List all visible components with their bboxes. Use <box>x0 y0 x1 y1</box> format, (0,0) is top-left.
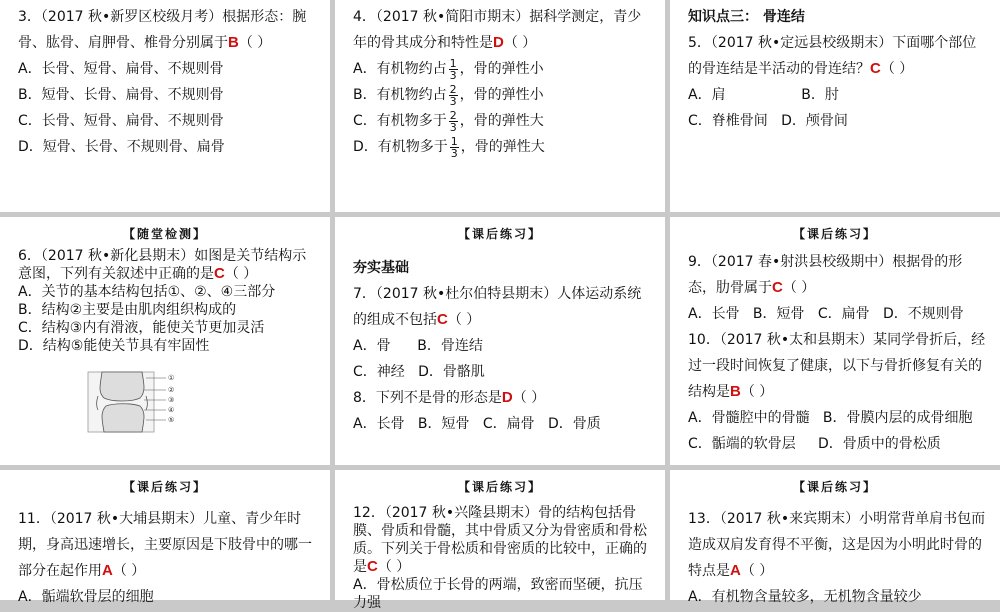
section-header: 【课后练习】 <box>792 227 877 241</box>
slide-tile-q12[interactable] <box>335 470 665 611</box>
option: A．关节的基本结构包括①、②、④三部分 <box>18 284 276 300</box>
answer-paren: （ ） <box>238 35 272 51</box>
section-header: 【课后练习】 <box>792 480 877 494</box>
option-d: D．有机物多于 $\frac{1}{3}$ ，骨的弹性大 <box>353 134 545 160</box>
fraction: $\frac{2}{3}$ <box>449 82 457 108</box>
slide-tile-q9-10[interactable] <box>670 217 1000 465</box>
section-heading: 知识点三： 骨连结 <box>688 9 805 25</box>
question-text: 4．（2017 秋•简阳市期末）据科学测定，青少年的骨其成分和特性是 <box>353 9 642 51</box>
label-5: ⑤ <box>168 416 175 424</box>
option: C．长骨、短骨、扁骨、不规则骨 <box>18 113 224 129</box>
option: C．神经 D．骨骼肌 <box>353 364 485 380</box>
label-2: ② <box>168 386 175 394</box>
question-text: 13．（2017 秋•来宾期末）小明常背单肩书包而造成双肩发育得不平衡，这是因为小明此时骨的特点是 <box>688 511 986 579</box>
option: A．骨 B．骨连结 <box>353 338 483 354</box>
answer-mark: D <box>493 34 504 51</box>
option: A．长骨 B．短骨 C．扁骨 D．骨质 <box>353 416 601 432</box>
question-text: 7．（2017 秋•杜尔伯特县期末）人体运动系统的组成不包括 <box>353 286 642 328</box>
option: A．骨髓腔中的骨髓 B．骨膜内层的成骨细胞 <box>688 410 973 426</box>
label-4: ④ <box>168 406 175 414</box>
question-13 <box>670 506 1000 584</box>
answer-paren: （ ） <box>782 280 816 296</box>
option: C．结构③内有滑液，能使关节更加灵活 <box>18 320 265 336</box>
answer-mark: B <box>730 383 741 400</box>
question-text: 9．（2017 春•射洪县校级期中）根据骨的形态，肋骨属于 <box>688 254 963 296</box>
question-text: 3．（2017 秋•新罗区校级月考）根据形态：腕骨、肱骨、肩胛骨、椎骨分别属于 <box>18 9 307 51</box>
joint-diagram <box>88 372 198 432</box>
answer-paren: （ ） <box>512 390 546 406</box>
question-12 <box>335 504 665 576</box>
option: D．结构⑤能使关节具有牢固性 <box>18 338 210 354</box>
option-b: B．有机物约占 $\frac{2}{3}$ ，骨的弹性小 <box>353 82 544 108</box>
question-11 <box>0 506 330 584</box>
slide-tile-q3[interactable] <box>0 0 330 212</box>
answer-paren: （ ） <box>447 312 481 328</box>
answer-mark: C <box>367 558 378 575</box>
question-text: 12．（2017 秋•兴隆县期末）骨的结构包括骨膜、骨质和骨髓，其中骨质又分为骨密质和骨松质。下列关于骨松质和骨密质的比较中，正确的是 <box>353 505 647 575</box>
option: A．长骨、短骨、扁骨、不规则骨 <box>18 61 224 77</box>
answer-paren: （ ） <box>740 384 774 400</box>
question-10 <box>670 327 1000 405</box>
option-c: C．有机物多于 $\frac{2}{3}$ ，骨的弹性大 <box>353 108 544 134</box>
answer-mark: A <box>730 562 741 579</box>
question-9 <box>670 249 1000 301</box>
option: B．结构②主要是由肌肉组织构成的 <box>18 302 237 318</box>
fraction: $\frac{1}{3}$ <box>450 134 458 160</box>
option: A．有机物含量较多，无机物含量较少 <box>688 589 922 605</box>
answer-mark: C <box>437 311 448 328</box>
option: A．骺端软骨层的细胞 <box>18 589 154 605</box>
slide-tile-q11[interactable] <box>0 470 330 605</box>
option: C．脊椎骨间 D．颅骨间 <box>688 113 848 129</box>
slide-tile-q5[interactable] <box>670 0 1000 212</box>
option: A．骨松质位于长骨的两端，致密而坚硬，抗压力强 <box>353 577 643 611</box>
lower-bone-shape <box>102 404 144 432</box>
option: B．短骨、长骨、扁骨、不规则骨 <box>18 87 224 103</box>
question-4 <box>335 4 665 56</box>
question-3 <box>0 4 330 56</box>
question-text: 6．（2017 秋•新化县期末）如图是关节结构示意图，下列有关叙述中正确的是 <box>18 248 307 282</box>
section-header: 【课后练习】 <box>457 227 542 241</box>
option-a: A．有机物约占 $\frac{1}{3}$ ，骨的弹性小 <box>353 56 544 82</box>
question-5 <box>670 30 1000 82</box>
answer-paren: （ ） <box>377 559 411 575</box>
answer-mark: C <box>870 60 881 77</box>
answer-paren: （ ） <box>503 35 537 51</box>
label-3: ③ <box>168 396 175 404</box>
upper-bone-shape <box>100 372 144 401</box>
slide-tile-q7-8[interactable] <box>335 217 665 465</box>
answer-paren: （ ） <box>112 563 146 579</box>
label-1: ① <box>168 374 175 382</box>
option: A．长骨 B．短骨 C．扁骨 D．不规则骨 <box>688 306 964 322</box>
answer-paren: （ ） <box>880 61 914 77</box>
option: D．短骨、长骨、不规则骨、扁骨 <box>18 139 225 155</box>
section-header: 【课后练习】 <box>457 480 542 494</box>
question-text: 8．下列不是骨的形态是 <box>353 390 502 406</box>
answer-mark: B <box>228 34 239 51</box>
question-8 <box>335 385 665 411</box>
slide-tile-q4[interactable] <box>335 0 665 212</box>
question-text: 10．（2017 秋•太和县期末）某同学骨折后，经过一段时间恢复了健康，以下与骨折修复有关的结构是 <box>688 332 986 400</box>
option: A．肩 B．肘 <box>688 87 839 103</box>
fraction: $\frac{2}{3}$ <box>449 108 457 134</box>
sub-heading: 夯实基础 <box>353 260 409 276</box>
section-header: 【随堂检测】 <box>122 227 207 241</box>
answer-mark: C <box>214 265 225 282</box>
answer-mark: C <box>772 279 783 296</box>
answer-mark: D <box>501 389 513 406</box>
section-header: 【课后练习】 <box>122 480 207 494</box>
question-text: 5．（2017 秋•定远县校级期末）下面哪个部位的骨连结是半活动的骨连结？ <box>688 35 977 77</box>
answer-paren: （ ） <box>740 563 774 579</box>
fraction: $\frac{1}{3}$ <box>449 56 457 82</box>
option: C．骺端的软骨层 D．骨质中的骨松质 <box>688 436 941 452</box>
slide-tile-q13[interactable] <box>670 470 1000 605</box>
answer-paren: （ ） <box>224 266 258 282</box>
question-7 <box>335 281 665 333</box>
answer-mark: A <box>102 562 113 579</box>
slide-tile-q6[interactable] <box>0 217 330 465</box>
question-text: 11．（2017 秋•大埔县期末）儿童、青少年时期，身高迅速增长，主要原因是下肢骨中的哪一部分在起作用 <box>18 511 312 579</box>
question-6 <box>0 247 330 283</box>
